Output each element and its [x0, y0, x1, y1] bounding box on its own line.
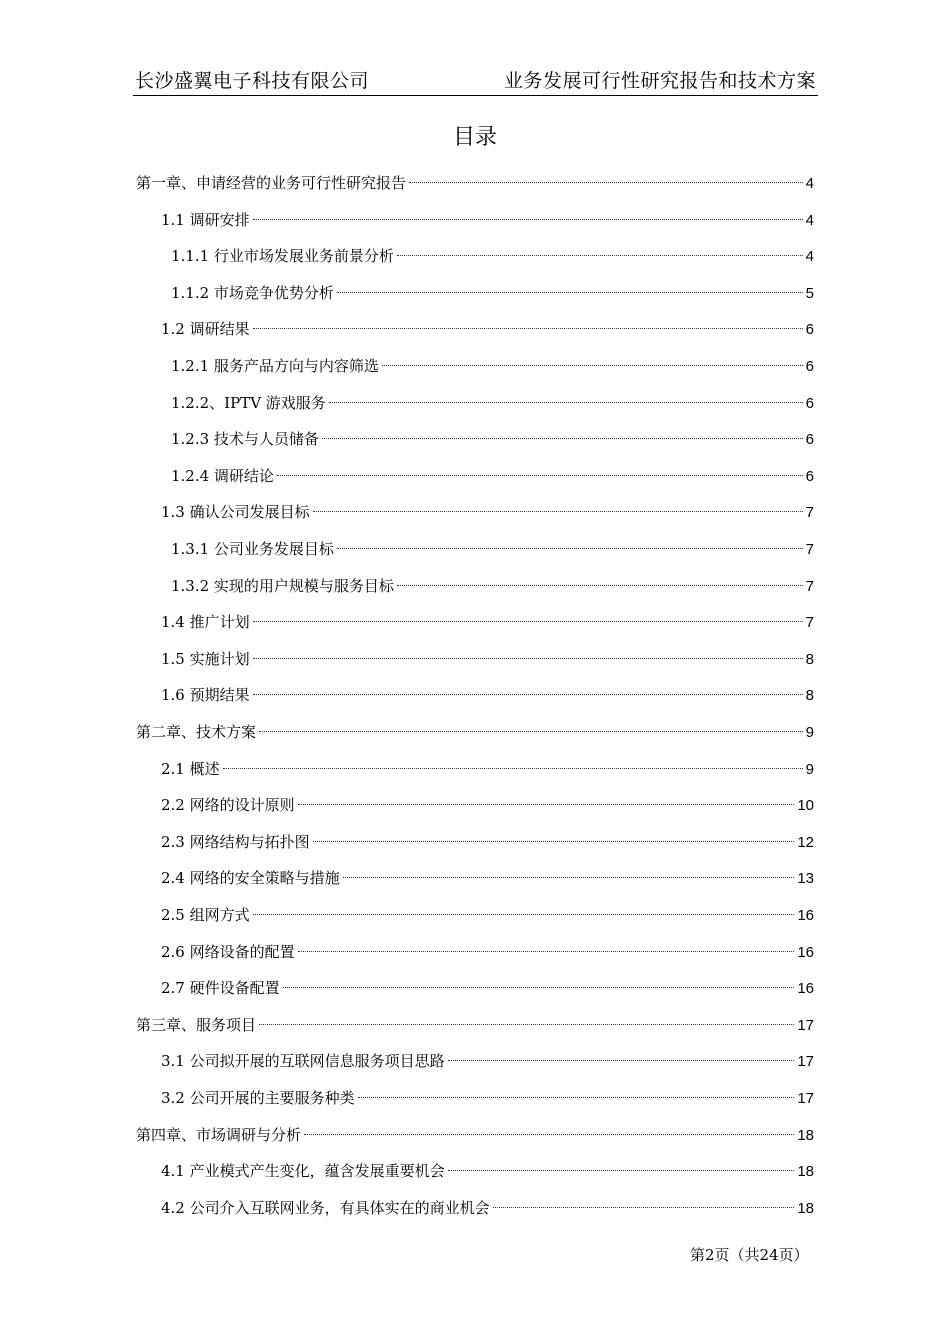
- toc-entry-page: 16: [797, 980, 814, 998]
- toc-leader-dots: [313, 841, 795, 842]
- toc-entry-label: 4.1 产业模式产生变化，蕴含发展重要机会: [161, 1162, 445, 1181]
- toc-leader-dots: [337, 548, 803, 549]
- toc-entry[interactable]: [171, 534, 814, 564]
- toc-entry-page: 18: [797, 1163, 814, 1181]
- toc-entry-label: 1.2.1 服务产品方向与内容筛选: [171, 357, 379, 375]
- toc-entry-page: 7: [805, 577, 814, 595]
- toc-entry-page: 6: [805, 394, 814, 412]
- toc-entry-label: 1.1 调研安排: [161, 210, 250, 229]
- toc-entry-page: 17: [797, 1053, 814, 1071]
- toc-entry-page: 17: [797, 1016, 814, 1034]
- toc-entry-label: 1.6 预期结果: [161, 686, 250, 705]
- toc-entry[interactable]: [161, 1193, 814, 1223]
- toc-entry[interactable]: [136, 1120, 814, 1150]
- toc-leader-dots: [277, 475, 803, 476]
- page-footer: 第2页（共24页）: [690, 1246, 809, 1264]
- toc-entry-page: 6: [805, 321, 814, 339]
- toc-entry-page: 10: [797, 797, 814, 815]
- toc-entry[interactable]: [136, 1010, 814, 1040]
- toc-entry-page: 8: [805, 687, 814, 705]
- toc-entry-page: 4: [805, 175, 814, 192]
- toc-entry[interactable]: [161, 1046, 814, 1076]
- toc-leader-dots: [382, 365, 803, 366]
- toc-leader-dots: [259, 731, 803, 732]
- toc-leader-dots: [337, 292, 803, 293]
- toc-leader-dots: [409, 182, 803, 183]
- toc-entry-label: 1.2.3 技术与人员储备: [171, 430, 319, 449]
- toc-leader-dots: [298, 804, 795, 805]
- toc-leader-dots: [253, 621, 803, 622]
- toc-entry-page: 4: [805, 211, 814, 229]
- toc-entry-page: 16: [797, 943, 814, 961]
- toc-entry-label: 4.2 公司介入互联网业务，有具体实在的商业机会: [161, 1198, 490, 1217]
- toc-entry[interactable]: [136, 168, 814, 198]
- toc-entry-label: 第一章、申请经营的业务可行性研究报告: [136, 174, 407, 192]
- toc-entry-label: 第二章、技术方案: [136, 723, 257, 741]
- toc-leader-dots: [253, 328, 803, 329]
- toc-entry[interactable]: [136, 717, 814, 747]
- toc-entry[interactable]: [171, 461, 814, 491]
- toc-entry[interactable]: [171, 278, 814, 308]
- page-header: [133, 64, 818, 96]
- toc-entry-page: 13: [797, 870, 814, 888]
- toc-leader-dots: [253, 658, 803, 659]
- header-doc-title: 业务发展可行性研究报告和技术方案: [503, 70, 816, 92]
- toc-entry-label: 3.2 公司开展的主要服务种类: [161, 1089, 355, 1107]
- toc-leader-dots: [283, 987, 795, 988]
- toc-entry-label: 1.3.1 公司业务发展目标: [171, 540, 334, 558]
- toc-entry-label: 1.2.2、IPTV 游戏服务: [171, 393, 326, 412]
- toc-entry[interactable]: [171, 388, 814, 418]
- toc-leader-dots: [343, 877, 795, 878]
- toc-entry[interactable]: [161, 1083, 814, 1113]
- toc-entry-page: 9: [805, 724, 814, 741]
- toc-leader-dots: [493, 1207, 795, 1208]
- toc-entry[interactable]: [171, 424, 814, 454]
- toc-entry-label: 1.4 推广计划: [161, 613, 250, 632]
- toc-entry-label: 2.7 硬件设备配置: [161, 979, 280, 998]
- toc-leader-dots: [259, 1024, 794, 1025]
- toc-entry-label: 1.1.1 行业市场发展业务前景分析: [171, 247, 394, 266]
- toc-entry-label: 2.1 概述: [161, 759, 220, 778]
- toc-entry[interactable]: [161, 790, 814, 820]
- toc-entry[interactable]: [161, 1156, 814, 1186]
- toc-entry-page: 12: [797, 833, 814, 851]
- toc-entry-label: 1.2 调研结果: [161, 320, 250, 339]
- toc-entry[interactable]: [161, 314, 814, 344]
- toc-leader-dots: [358, 1097, 795, 1098]
- toc-entry-label: 1.3.2 实现的用户规模与服务目标: [171, 576, 394, 595]
- toc-leader-dots: [448, 1060, 795, 1061]
- toc-entry[interactable]: [161, 973, 814, 1003]
- toc-entry-page: 8: [805, 650, 814, 668]
- toc-entry-page: 5: [805, 284, 814, 302]
- toc-entry-label: 2.4 网络的安全策略与措施: [161, 869, 340, 888]
- header-company: 长沙盛翼电子科技有限公司: [135, 70, 370, 92]
- toc-entry-page: 7: [805, 614, 814, 632]
- toc-entry-label: 3.1 公司拟开展的互联网信息服务项目思路: [161, 1052, 445, 1071]
- toc-entry[interactable]: [171, 351, 814, 381]
- toc-entry-page: 6: [805, 467, 814, 485]
- toc-entry-label: 1.1.2 市场竞争优势分析: [171, 283, 334, 302]
- toc-entry-page: 18: [797, 1126, 814, 1144]
- toc-entry-page: 9: [805, 760, 814, 778]
- toc-entry-label: 1.3 确认公司发展目标: [161, 503, 310, 522]
- toc-entry-page: 18: [797, 1199, 814, 1217]
- toc-leader-dots: [253, 914, 795, 915]
- toc-entry[interactable]: [161, 863, 814, 893]
- toc-entry[interactable]: [171, 571, 814, 601]
- toc-leader-dots: [253, 219, 803, 220]
- toc-entry-label: 2.6 网络设备的配置: [161, 942, 295, 961]
- toc-entry-page: 7: [805, 504, 814, 522]
- toc-entry-label: 1.5 实施计划: [161, 649, 250, 668]
- toc-entry[interactable]: [161, 205, 814, 235]
- toc-entry-label: 2.3 网络结构与拓扑图: [161, 832, 310, 851]
- toc-leader-dots: [298, 951, 795, 952]
- toc-entry[interactable]: [161, 497, 814, 527]
- toc-entry-label: 2.5 组网方式: [161, 906, 250, 924]
- toc-entry[interactable]: [171, 241, 814, 271]
- toc-entry-page: 4: [805, 248, 814, 266]
- toc-leader-dots: [329, 402, 803, 403]
- toc-entry-page: 6: [805, 431, 814, 449]
- toc-entry[interactable]: [161, 900, 814, 930]
- toc-leader-dots: [397, 255, 803, 256]
- toc-leader-dots: [253, 694, 803, 695]
- toc-entry[interactable]: [161, 754, 814, 784]
- page-title: 目录: [452, 125, 497, 150]
- toc-entry-page: 7: [805, 541, 814, 558]
- toc-entry[interactable]: [161, 937, 814, 967]
- toc-entry-page: 6: [805, 358, 814, 375]
- toc-entry-page: 17: [797, 1090, 814, 1107]
- toc-entry[interactable]: [161, 607, 814, 637]
- toc-leader-dots: [304, 1134, 794, 1135]
- toc-leader-dots: [397, 585, 803, 586]
- toc-entry-label: 第四章、市场调研与分析: [136, 1125, 302, 1144]
- toc-entry[interactable]: [161, 644, 814, 674]
- toc-leader-dots: [322, 438, 803, 439]
- toc-entry-label: 2.2 网络的设计原则: [161, 796, 295, 815]
- toc-leader-dots: [223, 768, 803, 769]
- toc-entry-label: 1.2.4 调研结论: [171, 466, 274, 485]
- toc-entry[interactable]: [161, 827, 814, 857]
- toc-entry-label: 第三章、服务项目: [136, 1015, 257, 1034]
- toc-entry[interactable]: [161, 680, 814, 710]
- toc-leader-dots: [313, 511, 803, 512]
- toc-entry-page: 16: [797, 907, 814, 924]
- toc-leader-dots: [448, 1170, 795, 1171]
